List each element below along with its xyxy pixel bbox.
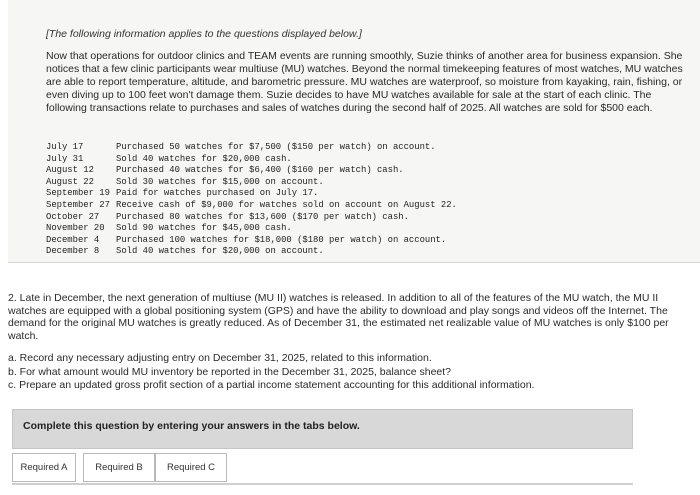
instruction-bar [12, 409, 633, 449]
requirement-a: a. Record any necessary adjusting entry on December 31, 2025, related to this information. [8, 352, 432, 364]
transaction-date: July 17 [46, 142, 84, 152]
transaction-date: November 20 [46, 223, 105, 234]
transaction-description: Paid for watches purchased on July 17. [116, 188, 319, 199]
transaction-description: Purchased 40 watches for $6,400 ($160 per watch) cash. [116, 165, 404, 176]
scenario-paragraph: Now that operations for outdoor clinics and TEAM events are running smoothly, Suzie thinks of another area for business expansion. She notices that a few clinic participants wear multiuse (MU) watches. Beyond the normal timekeeping features of most watches, MU watches are able to report temperature, altitude, and barometric pressure. MU watches are waterproof, so moisture from kayaking, rain, fishing, or even diving up to 100 feet won't damage them. Suzie decides to have MU watches available for sale at the start of each clinic. The following transactions relate to purchases and sales of watches during the second half of 2025. All watches are sold for $500 each. [46, 50, 683, 114]
intro-panel [8, 0, 700, 263]
transaction-description: Sold 40 watches for $20,000 cash. [116, 153, 292, 164]
instruction-text: Complete this question by entering your answers in the tabs below. [23, 420, 360, 432]
transaction-row [46, 154, 457, 166]
requirements-list [8, 352, 698, 393]
transaction-date: August 12 [46, 165, 94, 176]
transaction-description: Purchased 80 watches for $13,600 ($170 per watch) cash. [116, 211, 409, 222]
transaction-row [46, 235, 457, 247]
transaction-row [46, 188, 457, 200]
requirement-c: c. Prepare an updated gross profit section of a partial income statement accounting for this additional information. [8, 379, 535, 392]
transaction-date: December 8 [46, 246, 100, 257]
transaction-row [46, 223, 457, 235]
transaction-row [46, 212, 457, 224]
transaction-description: Receive cash of $9,000 for watches sold on account on August 22. [116, 199, 457, 210]
transaction-date: October 27 [46, 211, 100, 222]
transaction-row [46, 200, 457, 212]
part2-paragraph: 2. Late in December, the next generation of multiuse (MU II) watches is released. In addition to all of the features of the MU watch, the MU II watches are equipped with a global positioning system (GPS) and have the ability to download and play songs and videos off the Internet. The demand for the original MU watches is greatly reduced. As of December 31, the estimated net realizable value of MU watches is only $100 per watch. [8, 292, 669, 342]
requirement-b: b. For what amount would MU inventory be reported in the December 31, 2025, balance sheet? [8, 365, 452, 378]
transaction-description: Sold 90 watches for $45,000 cash. [116, 223, 292, 234]
requirement-tabs [12, 453, 633, 485]
transaction-date: December 4 [46, 234, 100, 245]
tab-required-a[interactable]: Required A [12, 453, 76, 482]
transaction-row [46, 246, 457, 258]
transaction-description: Sold 30 watches for $15,000 on account. [116, 176, 324, 187]
transaction-row [46, 177, 457, 189]
transaction-row [46, 165, 457, 177]
transaction-description: Purchased 100 watches for $18,000 ($180 per watch) on account. [116, 234, 447, 245]
transaction-date: July 31 [46, 153, 84, 164]
transaction-date: August 22 [46, 176, 94, 187]
transaction-row [46, 142, 457, 154]
transaction-date: September 27 [46, 199, 110, 210]
tab-required-c[interactable]: Required C [155, 453, 227, 482]
transaction-description: Sold 40 watches for $20,000 on account. [116, 246, 324, 257]
info-note: [The following information applies to the questions displayed below.] [46, 28, 362, 40]
tab-required-b[interactable]: Required B [83, 453, 155, 482]
transactions-table [46, 142, 457, 258]
transaction-description: Purchased 50 watches for $7,500 ($150 per watch) on account. [116, 142, 436, 152]
transaction-date: September 19 [46, 188, 110, 199]
